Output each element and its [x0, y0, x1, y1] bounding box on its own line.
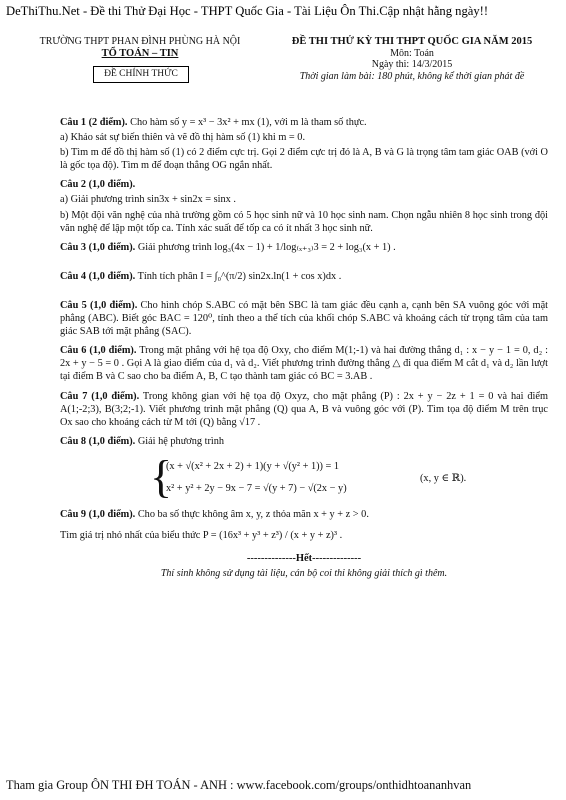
question-9-ask: Tìm giá trị nhỏ nhất của biểu thức P = (16x³ + y³ + z³) / (x + y + z)³ .	[60, 529, 343, 541]
question-3-head: Câu 3 (1,0 điểm).	[60, 241, 136, 253]
question-4-text: Tính tích phân I = ∫₀^(π/2) sin2x.ln(1 + cos x)dx .	[137, 270, 342, 282]
question-6-text: Trong mặt phẳng với hệ tọa độ Oxy, cho điểm M(1;-1) và hai đường thẳng d₁ : x − y − 1 = 0, d₂ : 2x + y − 5 = 0 . Gọi A là giao điểm của d₁ và d₂. Viết phương trình đường thẳng △ đi qua điểm M cắt d₁ và d₂ lần lượt tại điểm B và C sao cho ba điểm A, B, C tạo thành tam giác có BC = 3.AB .	[60, 345, 548, 383]
question-1a: a) Khảo sát sự biến thiên và vẽ đồ thị hàm số (1) khi m = 0.	[60, 132, 306, 144]
question-7	[60, 390, 548, 429]
school-header	[24, 36, 256, 60]
question-5-head: Câu 5 (1,0 điểm).	[60, 299, 138, 311]
brace-symbol: {	[150, 450, 173, 502]
question-1	[60, 116, 548, 172]
question-6-head: Câu 6 (1,0 điểm).	[60, 345, 137, 357]
question-2	[60, 178, 548, 234]
question-8	[60, 435, 548, 502]
question-3-text: Giải phương trình log₃(4x − 1) + 1/log₍ₓ₊₃₎3 = 2 + log₃(x + 1) .	[137, 241, 396, 253]
exam-date: Ngày thi: 14/3/2015	[371, 59, 453, 70]
question-4-head: Câu 4 (1,0 điểm).	[60, 270, 136, 282]
question-1-head: Câu 1 (2 điểm).	[60, 117, 128, 128]
question-2b: b) Một đội văn nghệ của nhà trường gồm có 5 học sinh nữ và 10 học sinh nam. Chọn ngẫu nhiên 8 học sinh trong đội văn nghệ để lập một tốp ca. Tính xác suất để tốp ca có ít nhất 3 học sinh nữ.	[60, 209, 548, 234]
exam-content	[60, 116, 548, 580]
site-banner: DeThiThu.Net - Đề thi Thử Đại Học - THPT Quốc Gia - Tài Liệu Ôn Thi.Cập nhật hằng ngày!!	[6, 4, 489, 18]
question-5-text: Cho hình chóp S.ABC có mặt bên SBC là tam giác đều cạnh a, cạnh bên SA vuông góc với mặt phẳng (ABC). Biết góc BAC = 120⁰, tính theo a thể tích của khối chóp S.ABC và khoảng cách từ trọng tâm của tam giác SAB tới mặt phẳng (SAC).	[60, 299, 548, 338]
exam-time: Thời gian làm bài: 180 phút, không kể thời gian phát đề	[299, 70, 525, 82]
question-1-text: Cho hàm số y = x³ − 3x² + mx (1), với m là tham số thực.	[130, 117, 367, 128]
equation-system	[150, 450, 548, 502]
exam-header	[262, 36, 562, 82]
question-8-text: Giải hệ phương trình	[137, 435, 225, 447]
question-7-head: Câu 7 (1,0 điểm).	[60, 390, 140, 402]
equation-domain: (x, y ∈ ℝ).	[420, 472, 467, 484]
question-4	[60, 270, 548, 283]
department-name: TỔ TOÁN – TIN	[101, 48, 179, 59]
question-3	[60, 241, 548, 254]
exam-subject: Môn: Toán	[390, 47, 434, 59]
exam-note: Thí sinh không sử dụng tài liệu, cán bộ coi thi không giải thích gì thêm.	[160, 568, 448, 580]
question-9	[60, 508, 548, 542]
question-2-head: Câu 2 (1,0 điểm).	[60, 179, 136, 191]
question-2a: a) Giải phương trình sin3x + sin2x = sinx .	[60, 194, 236, 206]
question-8-head: Câu 8 (1,0 điểm).	[60, 435, 136, 447]
question-9-head: Câu 9 (1,0 điểm).	[60, 508, 136, 520]
question-7-text: Trong không gian với hệ tọa độ Oxyz, cho mặt phẳng (P) : 2x + y − 2z + 1 = 0 và hai điểm A(1;-2;3), B(3;2;-1). Viết phương trình mặt phẳng (Q) qua A, B và vuông góc với (P). Tìm tọa độ điểm M trên trục Ox sao cho khoảng cách từ M tới (Q) bằng √17 .	[60, 390, 548, 428]
official-label: ĐỀ CHÍNH THỨC	[93, 66, 189, 83]
exam-title: ĐỀ THI THỬ KỲ THI THPT QUỐC GIA NĂM 2015	[291, 36, 533, 47]
question-9-text: Cho ba số thực không âm x, y, z thỏa mãn x + y + z > 0.	[137, 508, 369, 520]
question-1b: b) Tìm m để đồ thị hàm số (1) có 2 điểm cực trị. Gọi 2 điểm cực trị đó là A, B và G là trọng tâm tam giác OAB (với O là gốc tọa độ). Tìm m để đoạn thẳng OG ngắn nhất.	[60, 147, 548, 172]
end-marker: --------------Hết--------------	[246, 553, 362, 565]
footer-link[interactable]: Tham gia Group ÔN THI ĐH TOÁN - ANH : www.facebook.com/groups/onthidhtoananhvan	[6, 778, 472, 792]
question-6	[60, 344, 548, 383]
equation-2: x² + y² + 2y − 9x − 7 = √(y + 7) − √(2x − y)	[166, 482, 347, 494]
question-5	[60, 299, 548, 338]
equation-1: (x + √(x² + 2x + 2) + 1)(y + √(y² + 1)) = 1	[166, 460, 340, 472]
school-name: TRƯỜNG THPT PHAN ĐÌNH PHÙNG HÀ NỘI	[39, 36, 241, 47]
